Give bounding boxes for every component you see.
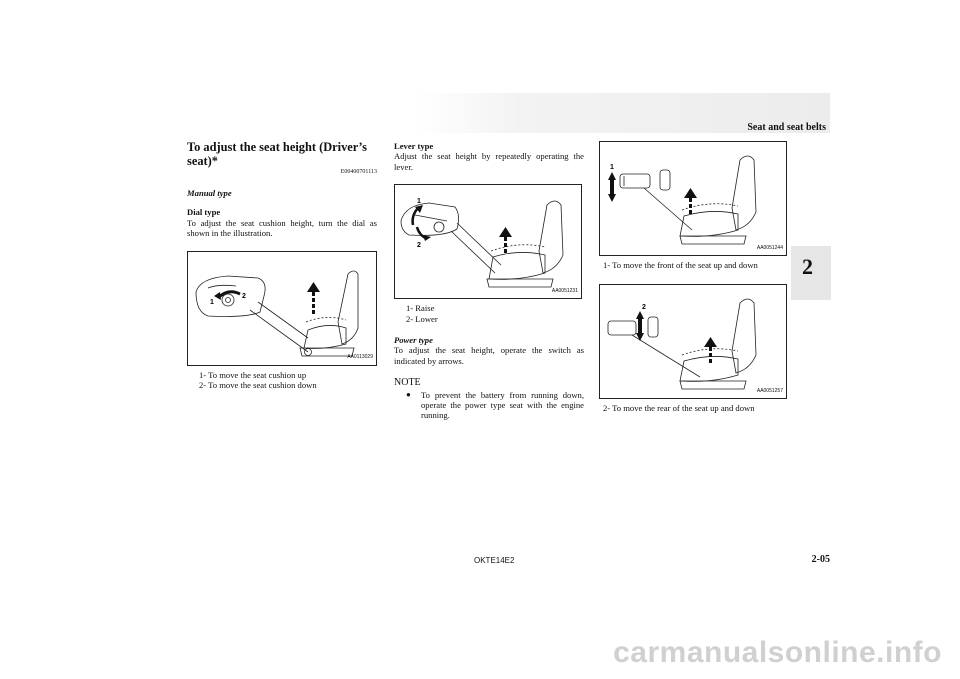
section-title: Seat and seat belts xyxy=(747,122,826,133)
left-column xyxy=(187,140,377,390)
seat-illustration xyxy=(600,142,786,255)
section-heading: To adjust the seat height (Driver’s seat)* xyxy=(187,140,367,168)
fig-label-2: 2 xyxy=(642,304,646,312)
lever-seat-figure xyxy=(394,184,582,299)
middle-column xyxy=(394,141,584,421)
caption-lower: 2- Lower xyxy=(406,313,438,324)
power-type-label: Power type xyxy=(394,335,433,346)
fig-label-2: 2 xyxy=(417,242,421,250)
figure-code: AA0051257 xyxy=(756,388,783,394)
dial-captions xyxy=(199,370,377,391)
lever-type-text: Adjust the seat height by repeatedly operating the lever. xyxy=(394,151,584,172)
manual-type-label: Manual type xyxy=(187,188,232,198)
caption-raise: 1- Raise xyxy=(406,303,435,314)
seat-illustration xyxy=(395,185,581,298)
fig-label-1: 1 xyxy=(210,298,214,306)
lever-type-label: Lever type xyxy=(394,141,434,151)
note-label: NOTE xyxy=(394,377,421,389)
caption-1: 1- To move the seat cushion up xyxy=(199,369,307,380)
front-seat-figure xyxy=(599,141,787,256)
seat-illustration xyxy=(600,285,786,398)
caption-2: 2- To move the seat cushion down xyxy=(199,380,317,391)
figure-code: AA0113029 xyxy=(347,354,373,361)
footer-doc-code: OKTE14E2 xyxy=(474,556,515,565)
lever-captions xyxy=(406,303,584,324)
note-item xyxy=(394,390,584,421)
front-caption: 1- To move the front of the seat up and down xyxy=(603,260,758,270)
dial-type-text: To adjust the seat cushion height, turn the dial as shown in the illustration. xyxy=(187,217,377,239)
chapter-number: 2 xyxy=(802,254,813,279)
bullet-icon: ● xyxy=(406,389,411,399)
dial-seat-figure xyxy=(187,251,377,366)
power-type-text: To adjust the seat height, operate the switch as indicated by arrows. xyxy=(394,345,584,366)
figure-code: AA0051244 xyxy=(756,244,783,251)
note-text: To prevent the battery from running down, operate the power type seat with the engine running. xyxy=(421,389,584,421)
page-number: 2-05 xyxy=(811,554,830,565)
dial-type-label: Dial type xyxy=(187,207,221,218)
seat-illustration xyxy=(188,252,376,365)
rear-caption: 2- To move the rear of the seat up and down xyxy=(603,403,755,414)
watermark: carmanualsonline.info xyxy=(613,636,942,669)
fig-label-1: 1 xyxy=(417,198,421,206)
fig-label-2: 2 xyxy=(242,292,246,300)
figure-code: AA0051231 xyxy=(551,287,578,294)
fig-label-1: 1 xyxy=(610,164,614,171)
right-column xyxy=(599,141,789,414)
heading-code: E00400701113 xyxy=(340,169,377,175)
rear-seat-figure xyxy=(599,284,787,399)
